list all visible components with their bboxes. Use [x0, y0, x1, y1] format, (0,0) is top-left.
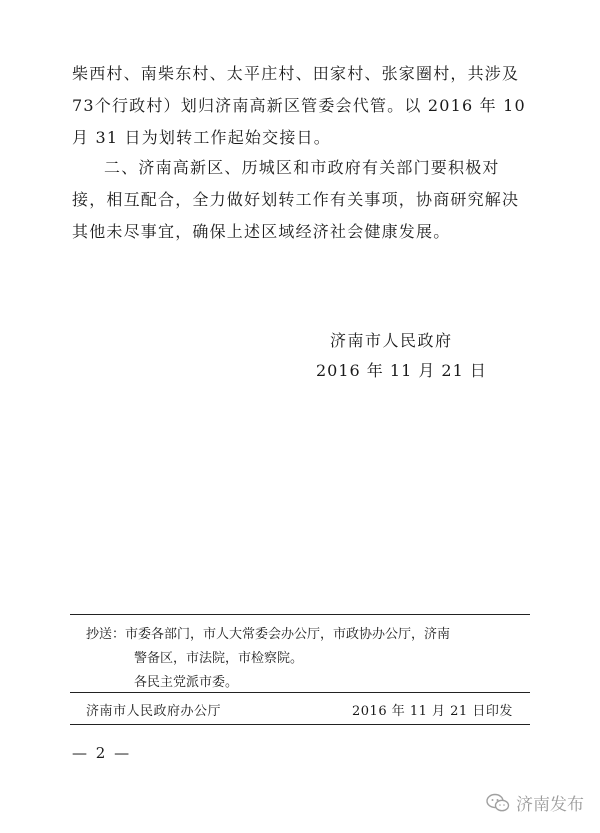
cc-recipients-line-2: 警备区，市法院，市检察院。 — [134, 651, 304, 666]
page-number: — 2 — — [72, 744, 132, 762]
footer-top-rule — [70, 692, 530, 693]
cc-recipients-line-3: 各民主党派市委。 — [134, 675, 239, 690]
wechat-icon — [486, 793, 510, 813]
paragraph-2 — [72, 152, 528, 248]
paragraph-1 — [72, 58, 528, 154]
paragraph-2-text: 二、济南高新区、历城区和市政府有关部门要积极对接，相互配合，全力做好划转工作有关事项，协商研究解决其他未尽事宜，确保上述区域经济社会健康发展。 — [72, 158, 520, 241]
paragraph-1-line-1: 柴西村、南柴东村、太平庄村、田家村、张家圈村，共涉及 — [72, 64, 520, 83]
watermark — [486, 790, 584, 815]
watermark-text: 济南发布 — [516, 795, 584, 815]
cc-recipients-line-1: 市委各部门，市人大常委会办公厅，市政协办公厅，济南 — [125, 627, 451, 642]
signature-date: 2016 年 11 月 21 日 — [316, 361, 487, 380]
footer-bottom-rule — [70, 724, 530, 725]
cc-top-rule — [70, 614, 530, 615]
paragraph-1-line-2: 73个行政村）划归济南高新区管委会代管。以 2016 年 10 — [72, 96, 526, 115]
cc-section — [86, 623, 526, 695]
paragraph-1-line-3: 月 31 日为划转工作起始交接日。 — [72, 128, 331, 147]
cc-label: 抄送： — [86, 627, 126, 642]
print-date: 2016 年 11 月 21 日印发 — [352, 704, 513, 719]
signature-organization: 济南市人民政府 — [330, 331, 453, 350]
issuing-office: 济南市人民政府办公厅 — [86, 704, 222, 719]
